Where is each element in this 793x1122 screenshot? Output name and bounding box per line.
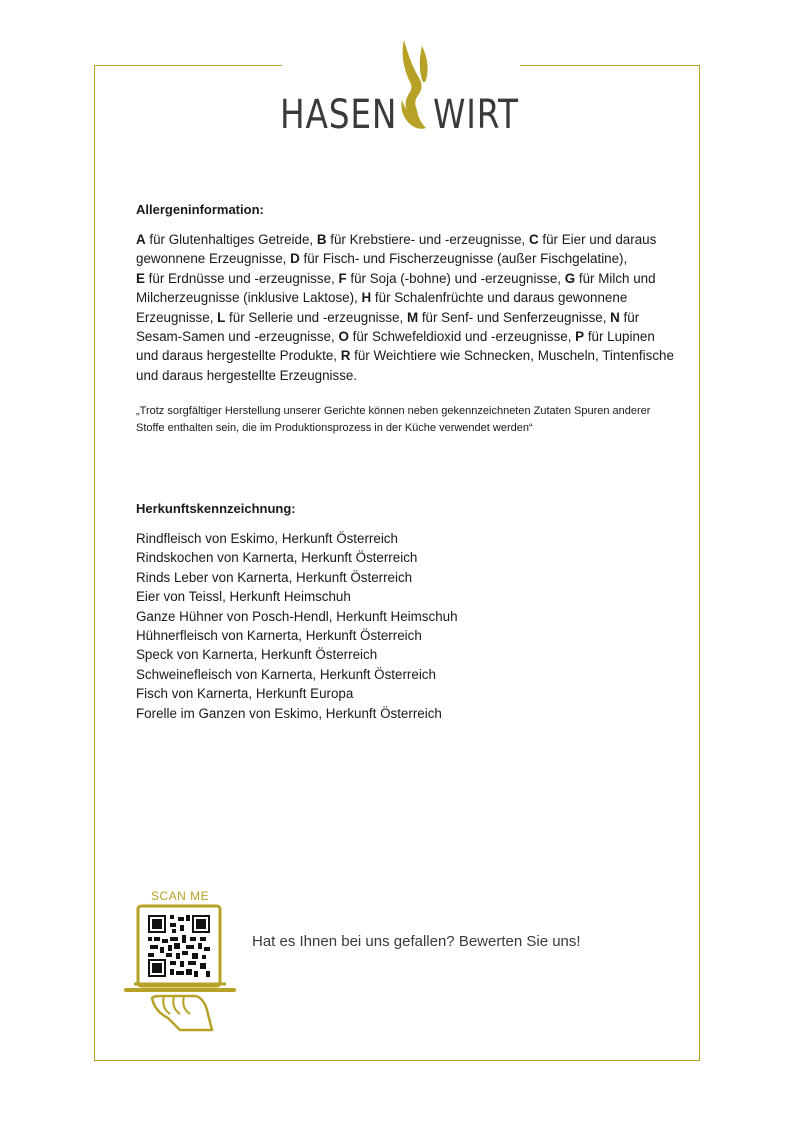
list-item: Ganze Hühner von Posch-Hendl, Herkunft Heimschuh <box>136 608 458 624</box>
review-prompt[interactable]: Hat es Ihnen bei uns gefallen? Bewerten Sie uns! <box>252 933 581 950</box>
allergen-desc: für Soja (-bohne) und -erzeugnisse, <box>346 270 565 286</box>
allergen-code: N <box>610 309 620 325</box>
logo-word-right: WIRT <box>433 92 519 138</box>
list-item: Eier von Teissl, Herkunft Heimschuh <box>136 589 351 605</box>
allergen-code: H <box>361 290 372 306</box>
list-item: Hühnerfleisch von Karnerta, Herkunft Österreich <box>136 628 422 644</box>
list-item: Speck von Karnerta, Herkunft Österreich <box>136 647 378 663</box>
frame-top-right-border <box>520 65 700 66</box>
list-item: Rindskochen von Karnerta, Herkunft Österreich <box>136 550 418 566</box>
qr-code-icon <box>148 915 210 977</box>
allergen-disclaimer: „Trotz sorgfältiger Herstellung unserer Gerichte können neben gekennzeichneten Zutaten Spuren anderer Stoffe enthalten sein, die im Produktionsprozess in der Küche verwendet werden“ <box>136 405 651 434</box>
allergen-code: F <box>338 270 347 286</box>
origin-list <box>136 529 458 723</box>
allergen-code: B <box>316 232 327 247</box>
allergen-desc: für Milch und Milcherzeugnisse (inklusive Laktose), <box>136 270 656 306</box>
allergen-code: D <box>290 251 300 267</box>
frame-left-border <box>94 65 95 1060</box>
list-item: Forelle im Ganzen von Eskimo, Herkunft Österreich <box>136 705 442 721</box>
list-item: Schweinefleisch von Karnerta, Herkunft Österreich <box>136 666 436 682</box>
scan-me-label: SCAN ME <box>151 889 210 903</box>
allergen-desc: für Krebstiere- und -erzeugnisse, <box>326 232 529 247</box>
frame-right-border <box>699 65 700 1060</box>
allergen-code: P <box>575 329 585 345</box>
allergen-code: O <box>338 329 349 345</box>
list-item: Rindfleisch von Eskimo, Herkunft Österreich <box>136 531 398 546</box>
allergen-code: L <box>217 309 226 325</box>
allergen-desc: für Sellerie und -erzeugnisse, <box>225 309 407 325</box>
allergen-code: M <box>406 309 419 325</box>
allergen-desc: für Glutenhaltiges Getreide, <box>145 232 317 247</box>
allergen-desc: für Lupinen und daraus hergestellte Produkte, <box>136 329 655 364</box>
list-item: Fisch von Karnerta, Herkunft Europa <box>136 686 354 702</box>
allergen-code: C <box>529 232 539 247</box>
logo <box>278 38 528 138</box>
origin-heading: Herkunftskennzeichnung: <box>136 501 296 516</box>
allergen-list <box>136 230 676 385</box>
allergen-code: R <box>340 348 351 364</box>
allergen-desc: für Schwefeldioxid und -erzeugnisse, <box>348 329 576 345</box>
hare-icon <box>398 38 432 136</box>
allergen-code: G <box>564 270 576 286</box>
allergen-desc: für Erdnüsse und -erzeugnisse, <box>144 270 339 286</box>
frame-top-left-border <box>94 65 282 66</box>
allergen-desc: für Fisch- und Fischerzeugnisse (außer Fischgelatine), <box>299 251 628 267</box>
allergen-desc: für Eier und daraus gewonnene Erzeugnisse, <box>136 232 657 267</box>
allergen-desc: für Senf- und Senferzeugnisse, <box>418 309 611 325</box>
frame-bottom-border <box>94 1060 700 1061</box>
allergen-desc: für Weichtiere wie Schnecken, Muscheln, Tintenfische und daraus hergestellte Erzeugnisse. <box>136 348 674 383</box>
list-item: Rinds Leber von Karnerta, Herkunft Österreich <box>136 569 413 585</box>
allergen-code: A <box>136 232 146 247</box>
allergen-code: E <box>136 270 145 286</box>
logo-word-left: HASEN <box>280 92 398 138</box>
allergen-desc: für Schalenfrüchte und daraus gewonnene Erzeugnisse, <box>136 290 628 325</box>
allergen-heading: Allergeninformation: <box>136 202 264 217</box>
allergen-desc: für Sesam-Samen und -erzeugnisse, <box>136 309 640 345</box>
